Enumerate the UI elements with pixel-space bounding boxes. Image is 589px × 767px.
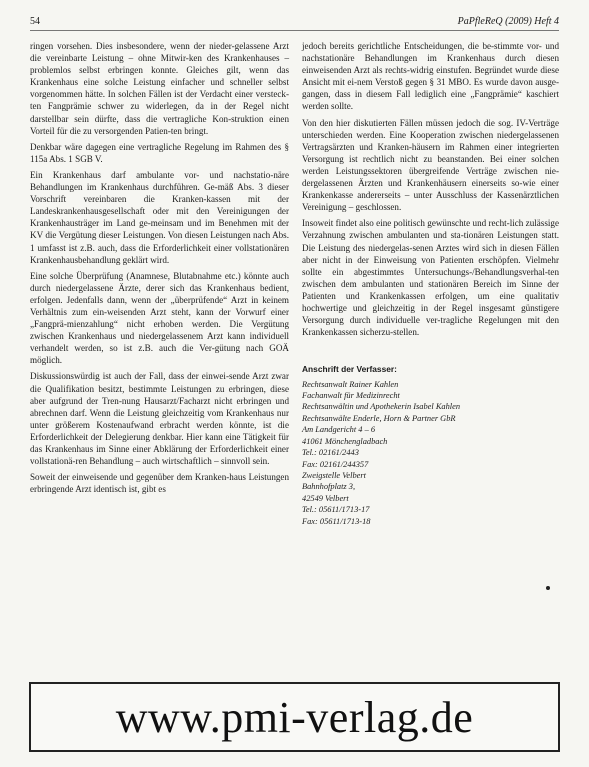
address-line: Rechtsanwältin und Apothekerin Isabel Kahlen bbox=[302, 402, 461, 412]
paragraph: Diskussionswürdig ist auch der Fall, dass der einwei-sende Arzt zwar die Qualifikation besitzt, bestimmte Leistungen zu erbringen, diese aber aufgrund der Tren-nung Hausarzt/Facharzt nicht erbringen und abrechnen darf. Wenn die Leistung gleichzeitig vom Krankenhaus nur unter größerem Kostenaufwand erbracht werden könnte, ist die Erforderlichkeit der Delegierung denkbar. Hier kann eine Tätigkeit für das Krankenhaus im Sinne einer Abklärung der Erforderlichkeit einer vollstationä-ren Behandlung – auch wirtschaftlich – sinnvoll sein. bbox=[30, 371, 289, 467]
address-line: Tel.: 05611/1713-17 bbox=[302, 505, 370, 515]
author-address-title: Anschrift der Verfasser: bbox=[302, 364, 397, 375]
right-column bbox=[302, 40, 559, 527]
author-address bbox=[302, 364, 559, 527]
paragraph: Von den hier diskutierten Fällen müssen jedoch die sog. IV-Verträge unterschieden werden. Eine Kooperation zwischen niedergelassenen Vertragsärzten und Kranken-häusern im Rahmen einer integrierten Versorgung ist rechtlich nicht zu beanstanden. Bei einer solchen werden Leistungssektoren übergreifende Verträge zwischen nie-dergelassenen Ärzten und Krankenhäusern einerseits so-wie einer Krankenkasse andererseits – unter Ausschluss der Kassenärztlichen Vereinigung – geschlossen. bbox=[302, 117, 559, 213]
paragraph: Eine solche Überprüfung (Anamnese, Blutabnahme etc.) könnte auch durch niedergelassene Ärzte, derer sich das Krankenhaus bedient, erfolgen. Jedenfalls dann, wenn der „überprüfende“ Arzt in keinem Verhältnis zum ein-weisenden Arzt steht, kann der Vorwurf einer „Fangprä-mienzahlung“ nicht erhoben werden. Die Vergütung zwischen Krankenhaus und niedergelassenem Arzt kann individuell verhandelt werden, so ist z.B. auch die Ver-gütung nach GOÄ möglich. bbox=[30, 270, 289, 366]
journal-title: PaPfleReQ (2009) Heft 4 bbox=[457, 16, 559, 27]
address-line: Bahnhofplatz 3, bbox=[302, 482, 356, 492]
address-line: Rechtsanwalt Rainer Kahlen bbox=[302, 379, 399, 389]
publisher-url-banner[interactable] bbox=[29, 682, 560, 752]
address-line: Fax: 02161/244357 bbox=[302, 459, 369, 469]
paragraph: ringen vorsehen. Dies insbesondere, wenn der nieder-gelassene Arzt die vereinbarte Leistung – ohne Mitwir-ken des Krankenhauses – problemlos selbst erbringen konnte. Gleiches gilt, wenn das Krankenhaus eine solche Leistung einfacher und schneller selbst vorgenommen hätte. In solchen Fällen ist der Verdacht einer versteck-ten Fangprämie schwer zu widerlegen, da in der Regel nicht darstellbar sein dürfte, dass die vertragliche Kon-struktion einen Vorteil für die zu versorgenden Patien-ten bringt. bbox=[30, 41, 289, 136]
paragraph: Denkbar wäre dagegen eine vertragliche Regelung im Rahmen des § 115a Abs. 1 SGB V. bbox=[30, 141, 289, 164]
address-line: Rechtsanwälte Enderle, Horn & Partner GbR bbox=[302, 413, 456, 423]
paragraph: Ein Krankenhaus darf ambulante vor- und nachstatio-näre Behandlungen im Krankenhaus durchführen. Ge-mäß Abs. 3 dieser Vorschrift vereinbaren die Kranken-kassen mit der Landeskrankenhausgesellschaft oder mit den Vereinigungen der Krankenhausträger im Land ge-meinsam und im Benehmen mit der KV die Vergütung dieser Leistungen. Von diesen Leistungen nach Abs. 1 umfasst ist z.B. auch, dass die Erforderlichkeit einer vollstationären Krankenhausbehandlung geklärt wird. bbox=[30, 169, 289, 265]
end-of-article-bullet bbox=[546, 586, 550, 590]
address-line: Zweigstelle Velbert bbox=[302, 470, 366, 480]
address-line: Fachanwalt für Medizinrecht bbox=[302, 391, 400, 401]
address-line: 41061 Mönchengladbach bbox=[302, 436, 388, 446]
left-column bbox=[30, 40, 289, 499]
address-line: 42549 Velbert bbox=[302, 493, 349, 503]
paragraph: Soweit der einweisende und gegenüber dem Kranken-haus Leistungen erbringende Arzt identisch ist, gibt es bbox=[30, 472, 289, 495]
address-line: Tel.: 02161/2443 bbox=[302, 448, 359, 458]
page-header bbox=[30, 14, 559, 31]
address-line: Fax: 05611/1713-18 bbox=[302, 516, 371, 526]
page-number: 54 bbox=[30, 16, 40, 27]
address-line: Am Landgericht 4 – 6 bbox=[302, 425, 376, 435]
paragraph: Insoweit findet also eine politisch gewünschte und recht-lich zulässige Verzahnung zwischen ambulanten und sta-tionären Leistungen statt. Die Leistung des niedergelas-senen Arztes wird sich in diesen Fällen aber nicht in der Einweisung von Patienten erschöpfen. Vielmehr sollte ein abgestimmtes Untersuchungs-/Behandlungsverhal-ten zwischen dem ambulanten und stationären Bereich im Sinne der Patienten und Krankenkassen erfolgen, um eine qualitativ hochwertige und gleichzeitig in der Regel insgesamt günstigere Versorgung durch individuelle ver-tragliche Regelungen mit den Krankenkassen sicherzu-stellen. bbox=[302, 218, 559, 338]
paragraph: jedoch bereits gerichtliche Entscheidungen, die be-stimmte vor- und nachstationäre Behandlungen im Krankenhaus durch diesen einweisenden Arzt als rechts-widrig einstufen. Begründet wurde diese Ansicht mit ei-nem Verstoß gegen § 31 MBO. Es wurde davon ausge-gangen, dass in diesem Fall lediglich eine „Fangprämie“ kaschiert werden sollte. bbox=[302, 41, 559, 112]
publisher-url[interactable]: www.pmi-verlag.de bbox=[115, 692, 474, 742]
